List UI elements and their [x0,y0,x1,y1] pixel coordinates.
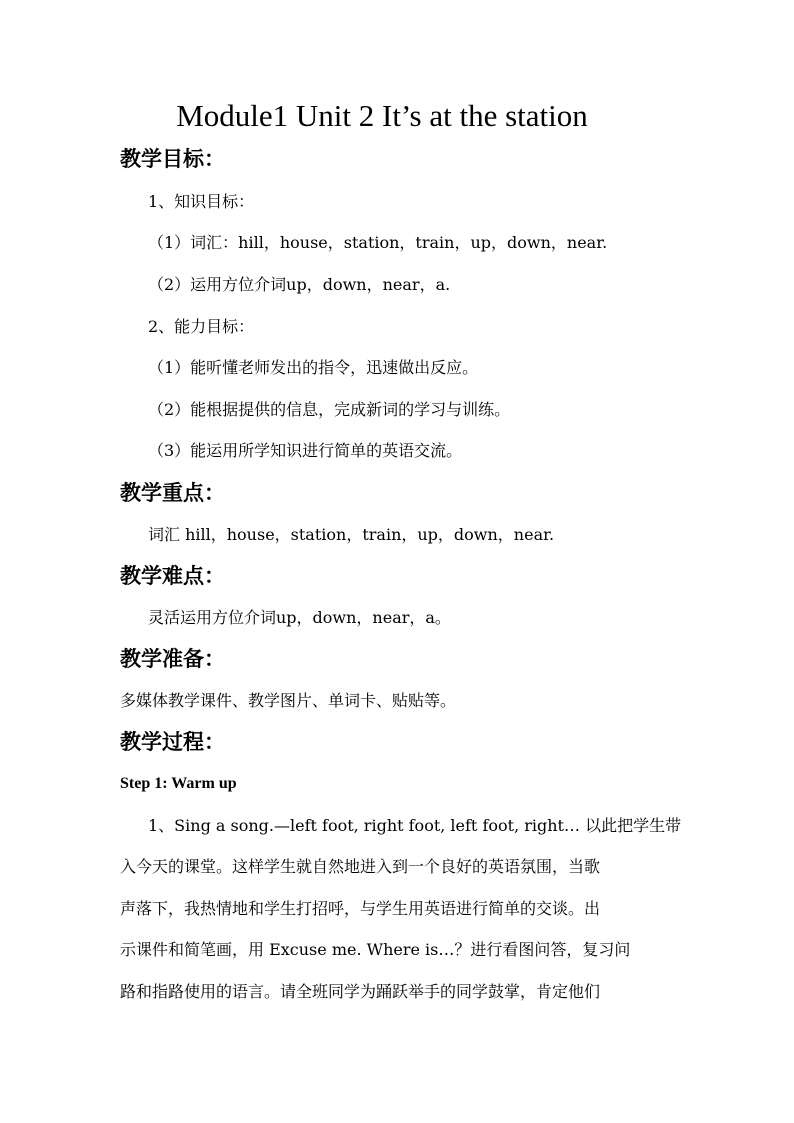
heading-key-points: 教学重点： [120,480,225,505]
ability-objective-1: （1）能听懂老师发出的指令，迅速做出反应。 [148,358,479,377]
document-title: Module1 Unit 2 It’s at the station [176,98,588,133]
knowledge-objective-1: （1）词汇：hill，house，station，train，up，down，near. [148,233,608,252]
step-1-line: 入今天的课堂。这样学生就自然地进入到一个良好的英语氛围，当歌 [120,857,601,876]
knowledge-objective-2: （2）运用方位介词up，down，near，a. [148,275,451,294]
heading-preparation: 教学准备： [120,646,225,671]
step-1-line: 示课件和简笔画，用 Excuse me. Where is…？进行看图问答，复习问 [120,940,631,959]
step-1-line: 路和指路使用的语言。请全班同学为踊跃举手的同学鼓掌，肯定他们 [120,982,601,1001]
heading-difficulties: 教学难点： [120,563,225,588]
preparation-text: 多媒体教学课件、教学图片、单词卡、贴贴等。 [120,691,457,710]
step-1-title: Step 1: Warm up [120,775,237,792]
knowledge-objective-label: 1、知识目标： [148,192,255,211]
key-points-text: 词汇 hill，house，station，train，up，down，near. [148,525,555,544]
difficulties-text: 灵活运用方位介词up，down，near，a。 [148,608,451,627]
ability-objective-label: 2、能力目标： [148,317,255,336]
ability-objective-3: （3）能运用所学知识进行简单的英语交流。 [148,441,463,460]
step-1-line: 1、Sing a song.—left foot, right foot, left foot, right… 以此把学生带 [148,816,682,835]
step-1-line: 声落下，我热情地和学生打招呼，与学生用英语进行简单的交谈。出 [120,899,601,918]
heading-process: 教学过程： [120,729,225,754]
ability-objective-2: （2）能根据提供的信息，完成新词的学习与训练。 [148,400,511,419]
heading-objectives: 教学目标： [120,146,225,171]
